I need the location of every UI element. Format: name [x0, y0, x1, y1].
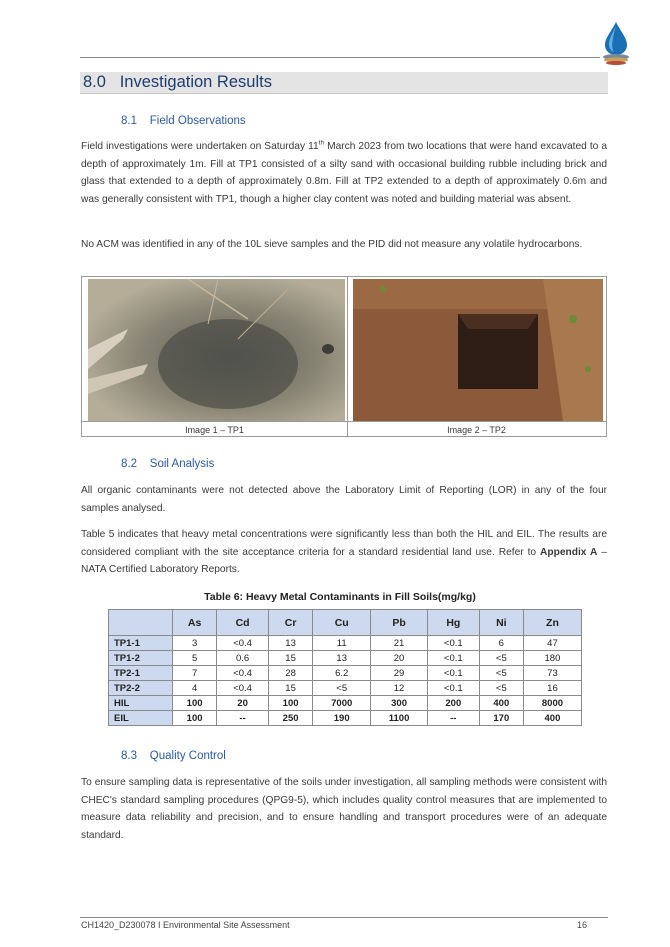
section-title-text: Investigation Results — [119, 73, 272, 91]
section-heading — [83, 73, 272, 92]
section-number: 8.0 — [83, 73, 106, 91]
column-header: Pb — [371, 610, 428, 636]
column-header: Ni — [479, 610, 523, 636]
table-cell: 250 — [269, 711, 313, 726]
table-cell: 29 — [371, 666, 428, 681]
table-cell: 8000 — [523, 696, 581, 711]
subheading-title: Soil Analysis — [149, 458, 215, 470]
table-cell: 190 — [313, 711, 371, 726]
subheading-quality-control — [121, 750, 226, 762]
table-row — [109, 636, 582, 651]
paragraph-text: – NATA Certified Laboratory Reports. — [81, 546, 607, 575]
table-cell: 5 — [173, 651, 217, 666]
table-cell: 4 — [173, 681, 217, 696]
table-row-hil — [109, 696, 582, 711]
superscript: th — [318, 139, 325, 147]
table-cell: 20 — [371, 651, 428, 666]
column-header: As — [173, 610, 217, 636]
column-header: Hg — [427, 610, 479, 636]
photo-caption-2: Image 2 – TP2 — [347, 421, 606, 437]
column-header: Cd — [217, 610, 269, 636]
table-cell: 180 — [523, 651, 581, 666]
table-cell: 100 — [173, 696, 217, 711]
table-cell: 100 — [173, 711, 217, 726]
paragraph-text: Field investigations were undertaken on Saturday 11 — [81, 141, 319, 152]
table-cell: 3 — [173, 636, 217, 651]
table-cell: <0.1 — [427, 651, 479, 666]
table-cell: 15 — [269, 681, 313, 696]
photo-panel — [81, 276, 607, 437]
row-header: HIL — [109, 696, 173, 711]
table-cell: 400 — [479, 696, 523, 711]
table-cell: 13 — [269, 636, 313, 651]
page-number: 16 — [577, 920, 588, 930]
row-header: EIL — [109, 711, 173, 726]
footer-document-id: CH1420_D230078 I Environmental Site Assessment — [81, 920, 290, 930]
table-cell: 73 — [523, 666, 581, 681]
footer-rule — [80, 917, 608, 918]
column-header: Cr — [269, 610, 313, 636]
table-cell: 7 — [173, 666, 217, 681]
row-header: TP1-2 — [109, 651, 173, 666]
soil-analysis-paragraph-2 — [81, 526, 607, 579]
table-cell: 16 — [523, 681, 581, 696]
table-cell: <0.4 — [217, 636, 269, 651]
subheading-soil-analysis — [121, 458, 214, 470]
table-cell: 13 — [313, 651, 371, 666]
row-header: TP2-2 — [109, 681, 173, 696]
table-cell: 20 — [217, 696, 269, 711]
table-cell: <0.1 — [427, 666, 479, 681]
table-row-eil — [109, 711, 582, 726]
photo-caption-1: Image 1 – TP1 — [82, 421, 347, 437]
table-cell: 6 — [479, 636, 523, 651]
table-row — [109, 651, 582, 666]
field-observations-paragraph-1 — [81, 138, 607, 208]
subheading-number: 8.2 — [121, 458, 137, 470]
table-cell: 21 — [371, 636, 428, 651]
subheading-number: 8.3 — [121, 750, 137, 762]
appendix-reference: Appendix A — [540, 546, 598, 558]
soil-analysis-paragraph-1: All organic contaminants were not detected above the Laboratory Limit of Reporting (LOR) in any of the four samples analysed. — [81, 485, 607, 514]
row-header: TP2-1 — [109, 666, 173, 681]
table-cell: 7000 — [313, 696, 371, 711]
header-rule — [80, 57, 600, 58]
field-observations-paragraph-2: No ACM was identified in any of the 10L sieve samples and the PID did not measure any volatile hydrocarbons. — [81, 239, 583, 250]
column-header: Cu — [313, 610, 371, 636]
section-title-bar — [80, 72, 608, 94]
table-row — [109, 666, 582, 681]
quality-control-paragraph: To ensure sampling data is representative of the soils under investigation, all sampling methods were consistent with CHEC's standard sampling procedures (QPG9-5), which includes quality control measures that are implemented to measure data reliability and precision, and to ensure handling and transport procedures were of an adequate standard. — [81, 777, 607, 841]
photo-tp2 — [353, 279, 603, 421]
subheading-field-observations — [121, 115, 246, 127]
table-cell: 400 — [523, 711, 581, 726]
table-cell: <5 — [479, 681, 523, 696]
subheading-title: Field Observations — [149, 115, 246, 127]
table-header-row — [109, 610, 582, 636]
table-cell: <0.1 — [427, 681, 479, 696]
row-header: TP1-1 — [109, 636, 173, 651]
table-cell: -- — [217, 711, 269, 726]
table-cell: 47 — [523, 636, 581, 651]
table-row — [109, 681, 582, 696]
table-cell: <0.1 — [427, 636, 479, 651]
table-cell: 11 — [313, 636, 371, 651]
subheading-number: 8.1 — [121, 115, 137, 127]
table-cell: 15 — [269, 651, 313, 666]
table-cell: 170 — [479, 711, 523, 726]
table-cell: 6.2 — [313, 666, 371, 681]
table-cell: 300 — [371, 696, 428, 711]
photo-tp1 — [88, 279, 345, 421]
water-drop-logo-icon — [600, 20, 632, 66]
table-corner-cell — [109, 610, 173, 636]
column-header: Zn — [523, 610, 581, 636]
table-cell: 12 — [371, 681, 428, 696]
heavy-metals-table — [108, 609, 582, 726]
table-cell: 28 — [269, 666, 313, 681]
table-cell: -- — [427, 711, 479, 726]
paragraph-text: Table 5 indicates that heavy metal concentrations were significantly less than both the HIL and EIL. The results are considered compliant with the site acceptance criteria for a standard residential land use. Refer to — [81, 529, 607, 558]
table-cell: <5 — [479, 666, 523, 681]
table-cell: <0.4 — [217, 666, 269, 681]
table-cell: 1100 — [371, 711, 428, 726]
table-cell: <5 — [313, 681, 371, 696]
table-cell: 0.6 — [217, 651, 269, 666]
table-cell: <5 — [479, 651, 523, 666]
subheading-title: Quality Control — [149, 750, 226, 762]
table-caption: Table 6: Heavy Metal Contaminants in Fill Soils(mg/kg) — [204, 591, 476, 603]
table-cell: 100 — [269, 696, 313, 711]
photo-divider — [347, 277, 348, 436]
paragraph-text: March 2023 from two locations that were hand excavated to a depth of approximately 1m. Fill at TP1 consisted of a silty sand with occasional building rubble including brick and glass that extended to a depth of approximately 0.8m. Fill at TP2 extended to a depth of approximately 0.6m and was generally consistent with TP1, though a higher clay content was noted and building material was absent. — [81, 141, 607, 205]
table-cell: <0.4 — [217, 681, 269, 696]
table-cell: 200 — [427, 696, 479, 711]
